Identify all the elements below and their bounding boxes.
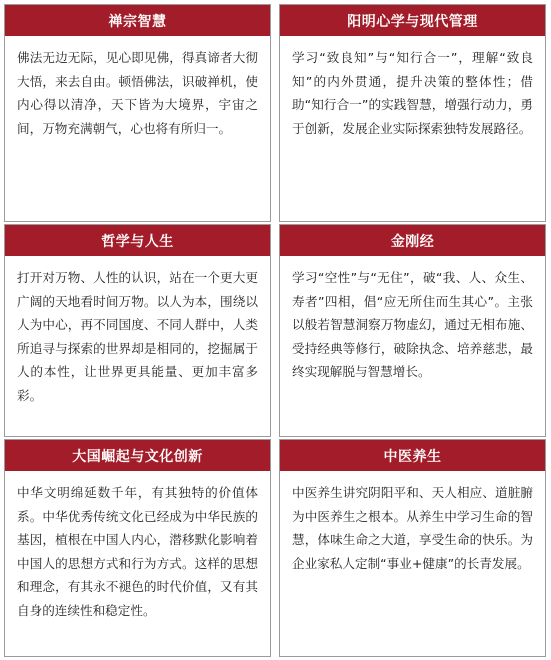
card-chan-wisdom xyxy=(4,4,271,222)
course-grid xyxy=(4,4,546,658)
card-tcm-wellness xyxy=(279,439,546,657)
card-title: 阳明心学与现代管理 xyxy=(280,5,545,36)
card-description: 学习“空性”与“无住”，破“我、人、众生、寿者”四相，倡“应无所住而生其心”。主张以般若智慧洞察万物虚幻，通过无相布施、受持经典等修行，破除执念、培养慈悲，最终实现解脱与智慧增长。 xyxy=(292,270,533,379)
card-title: 禅宗智慧 xyxy=(5,5,270,36)
card-description: 佛法无边无际，见心即见佛，得真谛者大彻大悟，来去自由。顿悟佛法，识破禅机，使内心得以清净，天下皆为大境界，宇宙之间，万物充满朝气，心也将有所归一。 xyxy=(17,50,258,136)
card-title: 金刚经 xyxy=(280,225,545,256)
card-title: 哲学与人生 xyxy=(5,225,270,256)
card-philosophy-life xyxy=(4,224,271,437)
card-yangming-management xyxy=(279,4,546,222)
card-title: 大国崛起与文化创新 xyxy=(5,440,270,471)
card-nation-rise-culture xyxy=(4,439,271,657)
card-description: 中华文明绵延数千年，有其独特的价值体系。中华优秀传统文化已经成为中华民族的基因，植根在中国人内心，潜移默化影响着中国人的思想方式和行为方式。这样的思想和理念，有其永不褪色的时代价值，又有其自身的连续性和稳定性。 xyxy=(17,485,258,618)
card-title: 中医养生 xyxy=(280,440,545,471)
card-description: 学习“致良知”与“知行合一”，理解“致良知”的内外贯通，提升决策的整体性；借助“知行合一”的实践智慧，增强行动力，勇于创新，发展企业实际探索独特发展路径。 xyxy=(292,50,533,136)
card-description: 中医养生讲究阴阳平和、天人相应、道脏腑为中医养生之根本。从养生中学习生命的智慧，体味生命之大道，享受生命的快乐。为企业家私人定制“事业+健康”的长青发展。 xyxy=(292,485,533,571)
card-diamond-sutra xyxy=(279,224,546,437)
card-description: 打开对万物、人性的认识，站在一个更大更广阔的天地看时间万物。以人为本，围绕以人为中心，再不同国度、不同人群中，人类所追寻与探索的世界却是相同的，挖掘属于人的本性，让世界更具能量、更加丰富多彩。 xyxy=(17,270,258,403)
